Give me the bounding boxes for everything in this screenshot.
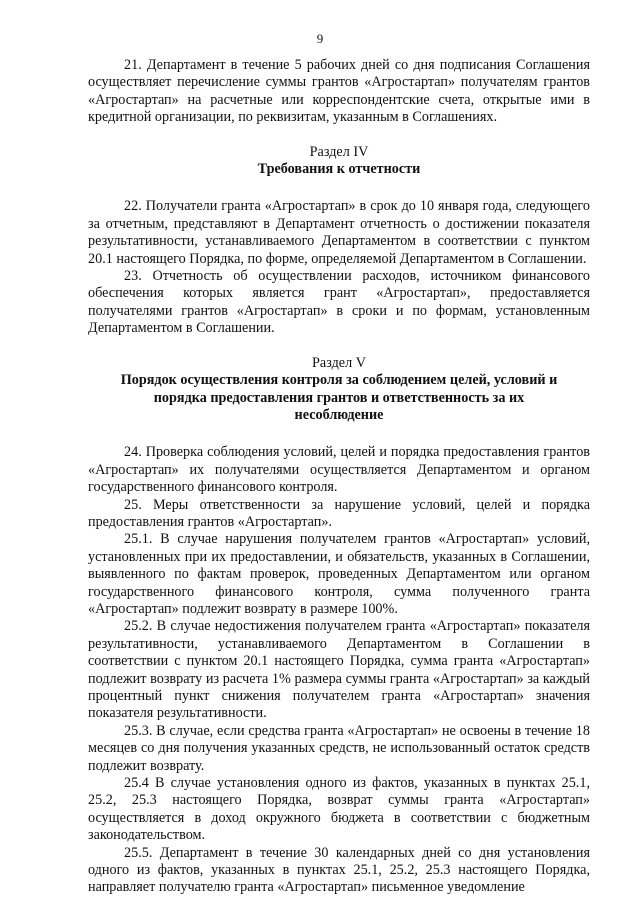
paragraph-25-1: 25.1. В случае нарушения получателем грантов «Агростартап» условий, установленных при их предоставлении, и обязательств, указанных в Соглашении, выявленного по фактам проверок, проведенных Департаментом или органом государственного финансового контроля, сумма полученного гранта «Агростартап» подлежит возврату в размере 100%. xyxy=(88,531,590,617)
paragraph-25-5: 25.5. Департамент в течение 30 календарных дней со дня установления одного из фактов, указанных в пунктах 25.1, 25.2, 25.3 настоящего Порядка, направляет получателю гранта «Агростартап» письменное уведомление xyxy=(88,844,590,896)
paragraph-23: 23. Отчетность об осуществлении расходов, источником финансового обеспечения которых является грант «Агростартап», предоставляется получателями грантов «Агростартап» в сроки и по формам, установленным Департаментом в Соглашении. xyxy=(88,268,590,337)
paragraph-24: 24. Проверка соблюдения условий, целей и порядка предоставления грантов «Агростартап» их получателями осуществляется Департаментом и органом государственного финансового контроля. xyxy=(88,444,590,496)
paragraph-21: 21. Департамент в течение 5 рабочих дней со дня подписания Соглашения осуществляет перечисление суммы грантов «Агростартап» получателям грантов «Агростартап» на расчетные или корреспондентские счета, открытые ими в кредитной организации, по реквизитам, указанным в Соглашениях. xyxy=(88,57,590,126)
paragraph-25: 25. Меры ответственности за нарушение условий, целей и порядка предоставления грантов «Агростартап». xyxy=(88,496,590,530)
paragraph-25-4: 25.4 В случае установления одного из фактов, указанных в пунктах 25.1, 25.2, 25.3 настоящего Порядка, возврат суммы гранта «Агростартап» осуществляется в доход окружного бюджета в соответствии с бюджетным законодательством. xyxy=(88,775,590,844)
document-body xyxy=(88,57,590,897)
section-4-title: Требования к отчетности xyxy=(257,161,421,178)
paragraph-22: 22. Получатели гранта «Агростартап» в срок до 10 января года, следующего за отчетным, представляют в Департамент отчетность о достижении показателя результативности, устанавливаемого Департаментом в соответствии с пунктом 20.1 настоящего Порядка, по форме, определяемой Департаментом в Соглашении. xyxy=(88,198,590,267)
page-number: 9 xyxy=(316,31,324,46)
section-5-title: Порядок осуществления контроля за соблюдением целей, условий и порядка предоставления грантов и ответственность за их несоблюдение xyxy=(120,372,558,423)
paragraph-25-2: 25.2. В случае недостижения получателем гранта «Агростартап» показателя результативности, устанавливаемого Департаментом в Соглашении в соответствии с пунктом 20.1 настоящего Порядка, сумма гранта «Агростартап» подлежит возврату из расчета 1% размера суммы гранта «Агростартап» за каждый процентный пункт снижения получателем гранта «Агростартап» значения показателя результативности. xyxy=(88,618,590,722)
paragraph-25-3: 25.3. В случае, если средства гранта «Агростартап» не освоены в течение 18 месяцев со дня получения указанных средств, не использованный остаток средств подлежит возврату. xyxy=(88,722,590,774)
section-5-label: Раздел V xyxy=(312,354,366,371)
section-4-label: Раздел IV xyxy=(309,143,369,160)
